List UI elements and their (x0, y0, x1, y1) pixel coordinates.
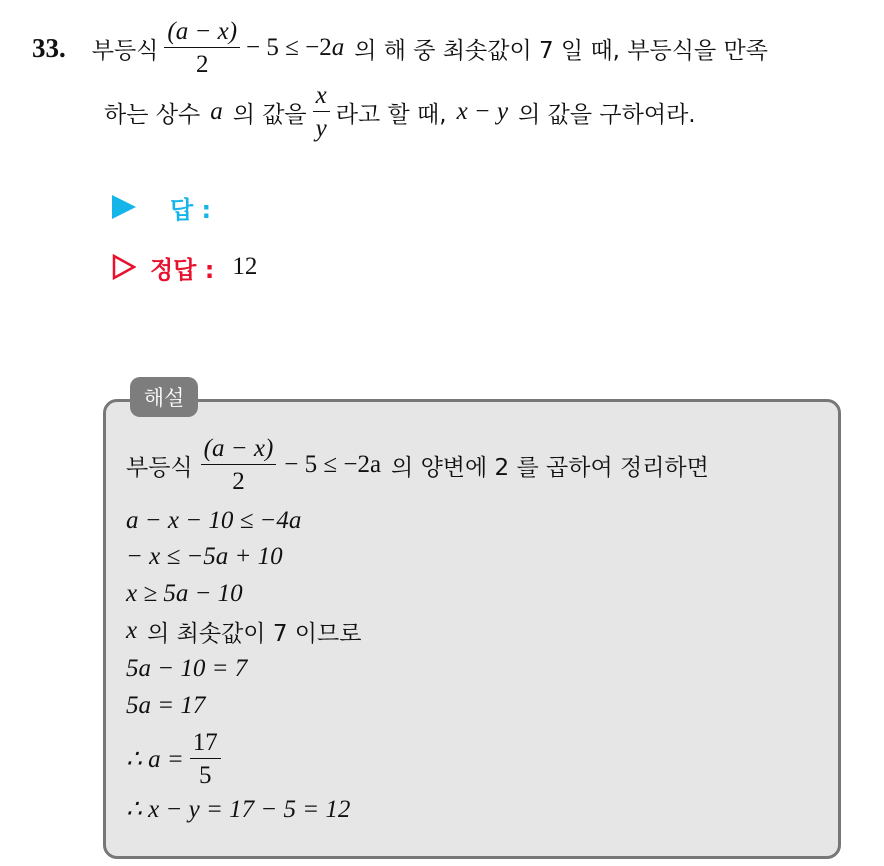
question-text: 의 값을 구하여라. (518, 101, 696, 128)
fraction-denominator: 5 (199, 762, 212, 789)
correct-answer-row (112, 252, 257, 282)
fraction (313, 82, 330, 143)
variable: a (210, 98, 223, 125)
question-text: 부등식 (91, 37, 159, 64)
expression: x − y (456, 98, 509, 125)
solution-line-3 (126, 542, 283, 572)
solution-step: 5a − 10 = 7 (126, 655, 248, 682)
variable: x (126, 617, 138, 644)
correct-answer-value: 12 (232, 253, 258, 280)
solution-step: − x ≤ −5a + 10 (126, 543, 283, 570)
solution-line-5 (126, 616, 361, 646)
fraction (201, 435, 277, 496)
question-number: 33. (32, 32, 66, 63)
solution-line-7 (126, 691, 205, 721)
fraction-denominator: y (315, 115, 327, 142)
solution-line-1 (126, 435, 709, 495)
correct-answer-label: 정답 : (150, 255, 215, 284)
question-text: 라고 할 때, (335, 101, 447, 128)
inequality-expr: − 5 ≤ −2a (284, 451, 382, 478)
fraction-numerator: 17 (190, 729, 221, 760)
solution-line-2 (126, 506, 301, 536)
solution-text: 의 최솟값이 7 이므로 (147, 620, 362, 647)
solution-text: 의 양변에 2 를 곱하여 정리하면 (391, 454, 709, 481)
play-triangle-filled-icon (112, 195, 136, 219)
fraction-numerator: (a − x) (201, 435, 277, 466)
solution-step: a − x − 10 ≤ −4a (126, 507, 302, 534)
solution-step: 5a = 17 (126, 692, 206, 719)
solution-tab: 해설 (130, 377, 198, 417)
solution-text: 부등식 (126, 454, 193, 481)
fraction-denominator: 2 (195, 51, 209, 78)
fraction (164, 18, 240, 79)
question-text: 의 해 중 최솟값이 7 일 때, 부등식을 만족 (354, 37, 768, 64)
fraction (190, 729, 221, 790)
solution-step: x ≥ 5a − 10 (126, 580, 243, 607)
inequality-expr: − 5 ≤ −2 (246, 34, 332, 61)
solution-line-4 (126, 579, 243, 609)
answer-row (112, 192, 235, 222)
fraction-numerator: (a − x) (164, 18, 240, 49)
question-text: 하는 상수 (104, 101, 201, 128)
play-triangle-outline-icon (112, 254, 136, 280)
solution-line-8 (126, 727, 227, 791)
solution-step: ∴ a = (126, 746, 184, 773)
solution-line-6 (126, 654, 247, 684)
fraction-numerator: x (313, 82, 330, 113)
question-line-2 (104, 80, 696, 144)
solution-step: ∴ x − y = 17 − 5 = 12 (126, 796, 351, 823)
question-text: 의 값을 (232, 101, 307, 128)
question-line-1 (32, 16, 768, 80)
answer-label: 답 : (170, 195, 212, 224)
solution-line-9 (126, 794, 350, 824)
fraction-denominator: 2 (232, 468, 245, 495)
variable: a (331, 34, 345, 61)
